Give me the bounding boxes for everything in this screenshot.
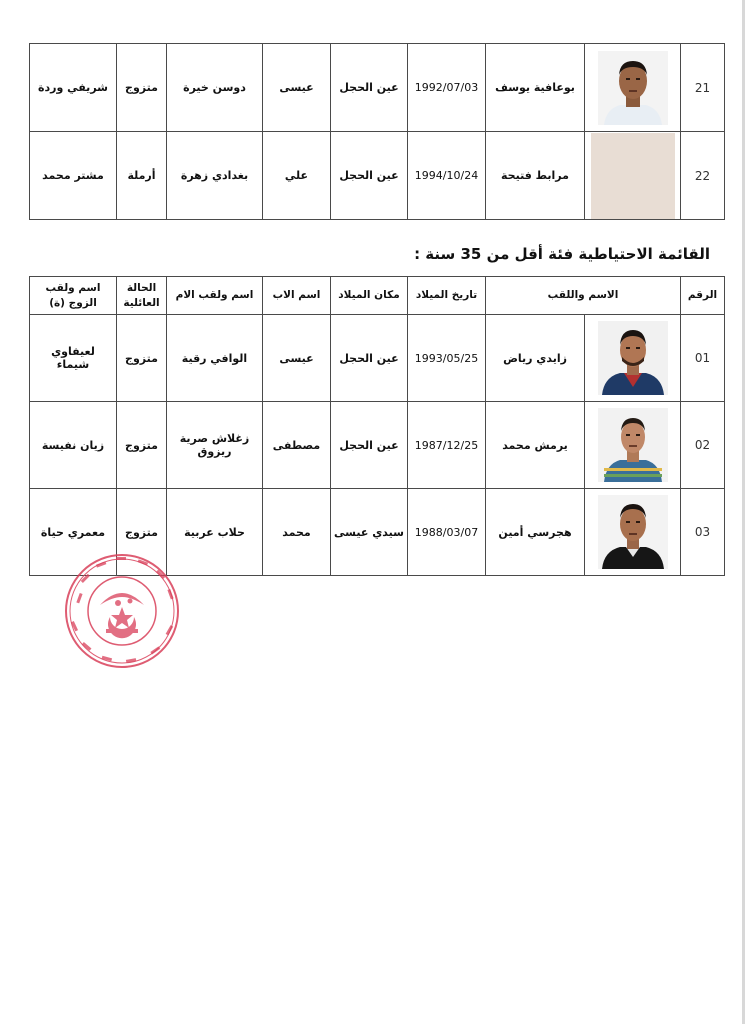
marital-status: متزوج — [117, 44, 167, 132]
header-father-name: اسم الاب — [263, 277, 331, 315]
mother-name: دوسن خيرة — [167, 44, 263, 132]
full-name: بوعافية يوسف — [486, 44, 585, 132]
header-name: الاسم واللقب — [486, 277, 681, 315]
marital-status: متزوج — [117, 402, 167, 489]
table-header-row — [30, 277, 725, 315]
marital-status: متزوج — [117, 315, 167, 402]
full-name: يرمش محمد — [486, 402, 585, 489]
full-name: مرابط فتيحة — [486, 132, 585, 220]
mother-name: زغلاش صرية ريزوق — [167, 402, 263, 489]
table-row — [30, 402, 725, 489]
photo-cell — [585, 489, 681, 576]
spouse-name: لعيفاوي شيماء — [30, 315, 117, 402]
header-birth-place: مكان الميلاد — [331, 277, 408, 315]
birth-date: 1988/03/07 — [408, 489, 486, 576]
birth-date: 1993/05/25 — [408, 315, 486, 402]
portrait-photo — [598, 51, 668, 125]
spouse-name: مشتر محمد — [30, 132, 117, 220]
reserve-list-title: القائمة الاحتياطية فئة أقل من 35 سنة : — [414, 245, 710, 263]
header-spouse-name — [30, 277, 117, 315]
full-name: زايدي رياض — [486, 315, 585, 402]
header-marital-status-line1: الحالة — [126, 281, 157, 294]
photo-cell — [585, 315, 681, 402]
table-row — [30, 44, 725, 132]
birth-date: 1994/10/24 — [408, 132, 486, 220]
row-number: 22 — [681, 132, 725, 220]
full-name: هجرسي أمين — [486, 489, 585, 576]
header-number: الرقم — [681, 277, 725, 315]
marital-status: أرملة — [117, 132, 167, 220]
spouse-name: زيان نفيسة — [30, 402, 117, 489]
birth-place: عين الحجل — [331, 132, 408, 220]
spouse-name: معمري حياة — [30, 489, 117, 576]
father-name: محمد — [263, 489, 331, 576]
header-birth-date: تاريخ الميلاد — [408, 277, 486, 315]
official-stamp — [60, 545, 190, 675]
row-number: 03 — [681, 489, 725, 576]
photo-cell — [585, 402, 681, 489]
marital-status: متزوج — [117, 489, 167, 576]
father-name: مصطفى — [263, 402, 331, 489]
applicants-table-continued — [29, 43, 725, 220]
birth-place: عين الحجل — [331, 44, 408, 132]
portrait-photo — [598, 495, 668, 569]
birth-place: سيدي عيسى — [331, 489, 408, 576]
mother-name: حلاب عربية — [167, 489, 263, 576]
row-number: 01 — [681, 315, 725, 402]
father-name: علي — [263, 132, 331, 220]
mother-name: الوافي رقية — [167, 315, 263, 402]
header-marital-status-line2: العائلية — [123, 296, 160, 309]
portrait-photo — [598, 321, 668, 395]
table-row — [30, 132, 725, 220]
mother-name: بغدادي زهرة — [167, 132, 263, 220]
row-number: 02 — [681, 402, 725, 489]
header-marital-status — [117, 277, 167, 315]
empty-photo-placeholder — [591, 133, 675, 219]
spouse-name: شريفي وردة — [30, 44, 117, 132]
birth-date: 1992/07/03 — [408, 44, 486, 132]
table-row — [30, 315, 725, 402]
photo-cell — [585, 44, 681, 132]
portrait-photo — [598, 408, 668, 482]
reserve-list-table — [29, 276, 725, 576]
header-mother-name: اسم ولقب الام — [167, 277, 263, 315]
header-spouse-line2: الزوج (ة) — [49, 296, 97, 309]
photo-cell — [585, 132, 681, 220]
row-number: 21 — [681, 44, 725, 132]
father-name: عيسى — [263, 315, 331, 402]
header-spouse-line1: اسم ولقب — [45, 281, 101, 294]
birth-place: عين الحجل — [331, 315, 408, 402]
father-name: عيسى — [263, 44, 331, 132]
birth-place: عين الحجل — [331, 402, 408, 489]
birth-date: 1987/12/25 — [408, 402, 486, 489]
